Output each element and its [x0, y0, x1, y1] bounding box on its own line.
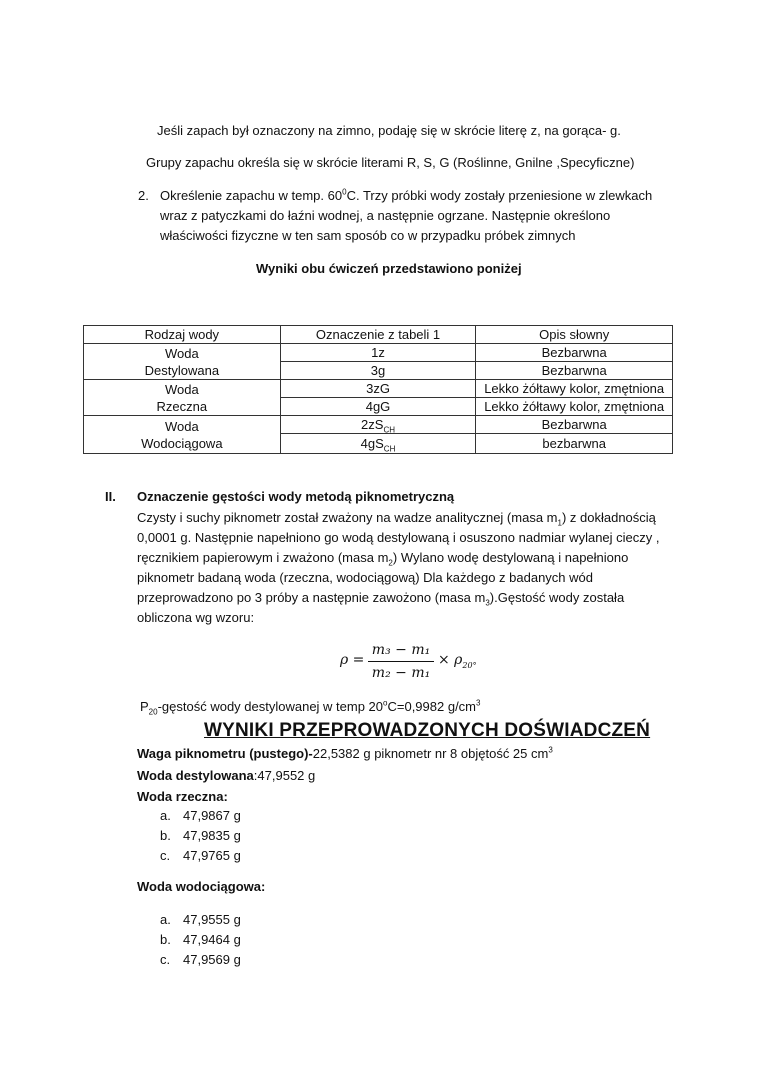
code-cell: 1z — [280, 344, 476, 362]
section-ii-title: Oznaczenie gęstości wody metodą piknometryczną — [137, 489, 455, 504]
water-type-cell: Woda Rzeczna — [84, 380, 281, 416]
formula-rhs: × $\rho_{20^\circ}$ — [438, 652, 477, 670]
intro-line-2: Grupy zapachu określa się w skrócie literami R, S, G (Roślinne, Gnilne ,Specyficzne) — [146, 155, 635, 170]
section-2-line-1: Określenie zapachu w temp. $60^0C$. Trzy próbki wody zostały przeniesione w zlewkach — [160, 187, 653, 203]
section-ii-paragraph-line: 0,0001 g. Następnie napełniono go wodą destylowaną i osuszono nadmiar wylanej cieczy , — [137, 530, 660, 545]
list-item-marker: b. — [160, 932, 171, 947]
water-type-cell: Woda Wodociągowa — [84, 416, 281, 454]
description-cell: Bezbarwna — [476, 362, 673, 380]
description-cell: Bezbarwna — [476, 344, 673, 362]
formula-denominator: m₂ − m₁ — [371, 665, 431, 681]
formula-fraction — [368, 640, 434, 683]
list-item: 47,9867 g — [183, 808, 241, 823]
section-ii-paragraph-line: piknometr badaną woda (rzeczna, wodociągową) Dla każdego z badanych wód — [137, 570, 593, 585]
density-formula — [340, 640, 480, 684]
water-type-cell: Woda Destylowana — [84, 344, 281, 380]
table-header-row — [84, 326, 673, 344]
list-item: 47,9765 g — [183, 848, 241, 863]
list-item: 47,9555 g — [183, 912, 241, 927]
section-ii-paragraph-line: ręcznikiem papierowym i zważono (masa $m_2$) Wylano wodę destylowaną i napełniono — [137, 550, 629, 568]
table-header: Rodzaj wody — [84, 326, 281, 344]
list-item-marker: c. — [160, 952, 171, 967]
table-row — [84, 344, 673, 362]
pycnometer-weight: Waga piknometru (pustego)-22,5382 g piknometr nr 8 objętość 25 $cm^3$ — [137, 745, 553, 761]
tap-water-label: Woda wodociągowa: — [137, 879, 266, 894]
formula-lhs: ρ = — [340, 652, 365, 668]
section-ii-paragraph-line: Czysty i suchy piknometr został zważony na wadze analitycznej (masa $m_1$) z dokładnością — [137, 510, 656, 528]
section-ii-number: II. — [105, 489, 116, 504]
list-item-marker: a. — [160, 912, 171, 927]
fraction-bar — [368, 661, 434, 662]
formula-numerator: m₃ − m₁ — [371, 642, 431, 658]
list-item: 47,9464 g — [183, 932, 241, 947]
list-item-marker: c. — [160, 848, 171, 863]
results-table — [83, 325, 673, 454]
density-note: $P_{20}$-gęstość wody destylowanej w temp $20^oC=0,9982$ $g/cm^3$ — [140, 698, 481, 717]
results-caption: Wyniki obu ćwiczeń przedstawiono poniżej — [256, 261, 522, 276]
distilled-water-weight: Woda destylowana:47,9552 g — [137, 768, 316, 783]
description-cell: Bezbarwna — [476, 416, 673, 434]
section-2-line-3: właściwości fizyczne w ten sam sposób co w przypadku próbek zimnych — [160, 228, 576, 243]
code-cell: 3g — [280, 362, 476, 380]
section-2-number: 2. — [138, 188, 149, 203]
code-cell: 4gG — [280, 398, 476, 416]
description-cell: Lekko żółtawy kolor, zmętniona — [476, 398, 673, 416]
list-item-marker: b. — [160, 828, 171, 843]
table-header: Oznaczenie z tabeli 1 — [280, 326, 476, 344]
results-heading: WYNIKI PRZEPROWADZONYCH DOŚWIADCZEŃ — [204, 720, 651, 741]
list-item-marker: a. — [160, 808, 171, 823]
table-header: Opis słowny — [476, 326, 673, 344]
code-cell: $2zS_{CH}$ — [280, 416, 476, 434]
section-ii-paragraph-line: obliczona wg wzoru: — [137, 610, 255, 625]
list-item: 47,9569 g — [183, 952, 241, 967]
river-water-label: Woda rzeczna: — [137, 789, 228, 804]
list-item: 47,9835 g — [183, 828, 241, 843]
section-ii-paragraph-line: przeprowadzono po 3 próby a następnie zawożono (masa $m_3).Gęstość$ wody została — [137, 590, 625, 608]
section-2-line-2: wraz z patyczkami do łaźni wodnej, a następnie ogrzane. Następnie określono — [160, 208, 611, 223]
description-cell: bezbarwna — [476, 434, 673, 454]
code-cell: $4gS_{CH}$ — [280, 434, 476, 454]
table-row — [84, 416, 673, 434]
intro-line-1: Jeśli zapach był oznaczony na zimno, podaję się w skrócie literę z, na gorąca- g. — [157, 123, 621, 138]
description-cell: Lekko żółtawy kolor, zmętniona — [476, 380, 673, 398]
code-cell: 3zG — [280, 380, 476, 398]
table-row — [84, 380, 673, 398]
